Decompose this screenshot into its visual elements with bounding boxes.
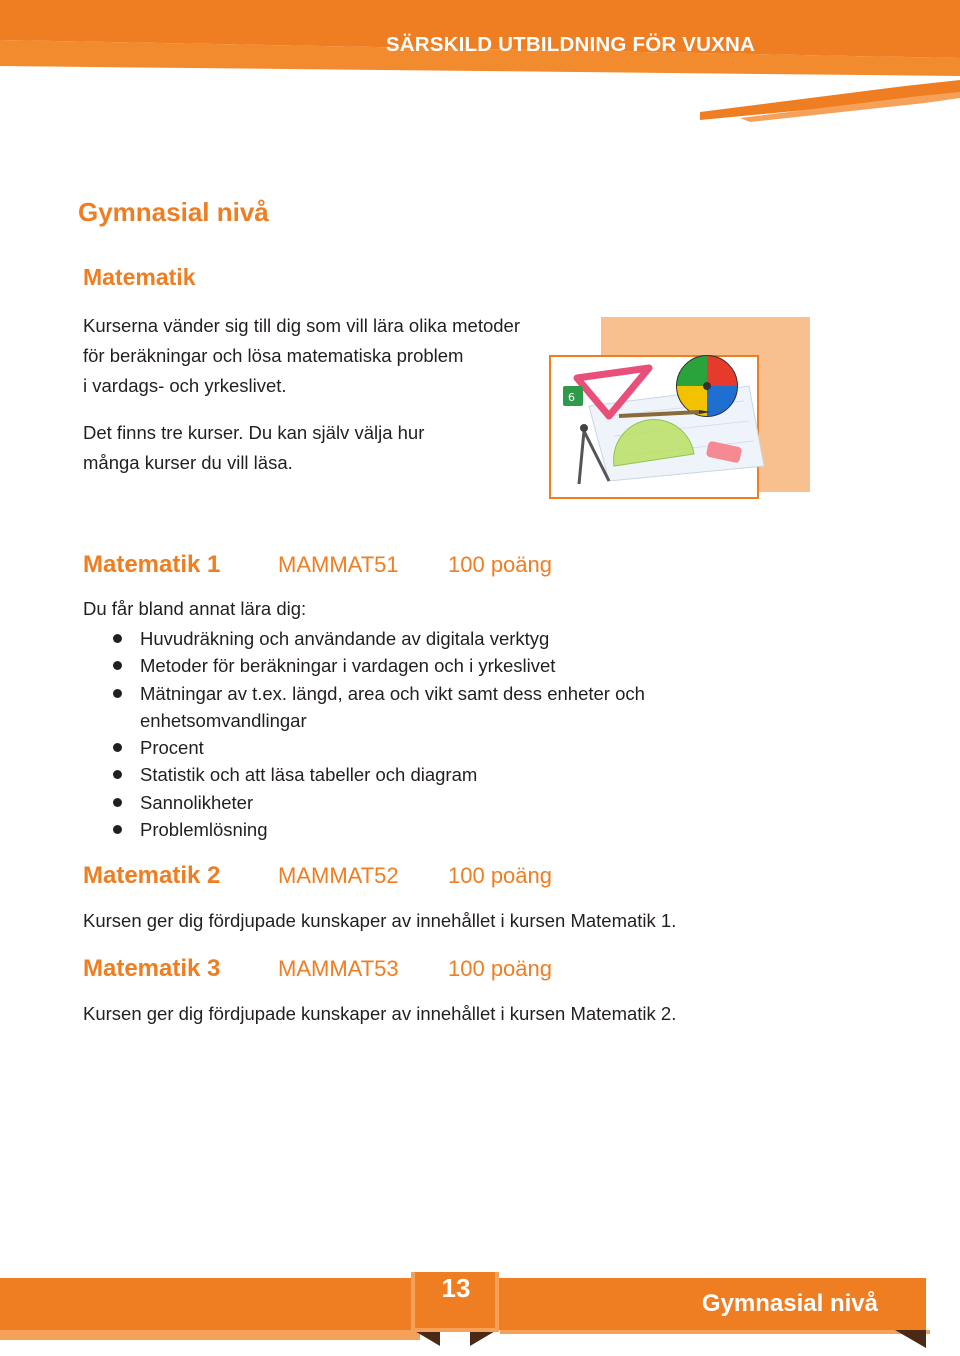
header-banner xyxy=(0,0,960,122)
list-item xyxy=(108,816,728,843)
subject-title: Matematik xyxy=(83,264,196,290)
intro-line: Kurserna vänder sig till dig som vill lära olika metoder xyxy=(83,315,520,336)
bullet-icon xyxy=(113,634,122,643)
bullet-icon xyxy=(113,798,122,807)
intro-line: för beräkningar och lösa matematiska problem xyxy=(83,345,464,366)
bullet-icon xyxy=(113,770,122,779)
list-item-text: Problemlösning xyxy=(140,819,268,841)
course-description: Kursen ger dig fördjupade kunskaper av innehållet i kursen Matematik 2. xyxy=(83,1003,677,1024)
list-item-text: Mätningar av t.ex. längd, area och vikt samt dess enheter och enhetsomvandlingar xyxy=(140,682,645,731)
list-item-text: Metoder för beräkningar i vardagen och i yrkeslivet xyxy=(140,655,556,677)
course-name: Matematik 3 xyxy=(83,955,221,982)
math-tools-illustration xyxy=(549,316,811,500)
list-item-text: Statistik och att läsa tabeller och diagram xyxy=(140,764,478,786)
list-item xyxy=(108,652,728,679)
list-item xyxy=(108,680,728,735)
svg-text:6: 6 xyxy=(568,391,575,404)
course-code: MAMMAT53 xyxy=(278,956,399,981)
course-points: 100 poäng xyxy=(448,863,552,888)
course-name: Matematik 2 xyxy=(83,862,221,889)
bullet-icon xyxy=(113,661,122,670)
intro-paragraph-2 xyxy=(83,418,424,478)
bullet-icon xyxy=(113,689,122,698)
page-number: 13 xyxy=(441,1273,471,1303)
section-title: Gymnasial nivå xyxy=(78,197,269,227)
course-points: 100 poäng xyxy=(448,956,552,981)
list-item xyxy=(108,789,728,816)
list-item-text: Sannolikheter xyxy=(140,791,254,813)
footer-label: Gymnasial nivå xyxy=(701,1290,878,1317)
bullet-icon xyxy=(113,825,122,834)
topic-list xyxy=(108,625,728,843)
list-item xyxy=(108,734,728,761)
course-points: 100 poäng xyxy=(448,552,552,577)
list-item-text: Huvudräkning och användande av digitala verktyg xyxy=(140,628,550,649)
learn-intro: Du får bland annat lära dig: xyxy=(83,598,307,619)
intro-line: många kurser du vill läsa. xyxy=(83,452,293,473)
course-code: MAMMAT52 xyxy=(278,863,399,888)
intro-line: i vardags- och yrkeslivet. xyxy=(83,375,287,396)
intro-paragraph-1 xyxy=(83,311,520,401)
list-item-text: Procent xyxy=(140,737,204,759)
intro-line: Det finns tre kurser. Du kan själv välja hur xyxy=(83,422,425,443)
course-code: MAMMAT51 xyxy=(278,552,399,577)
header-title: SÄRSKILD UTBILDNING FÖR VUXNA xyxy=(385,33,755,56)
course-name: Matematik 1 xyxy=(83,551,221,578)
list-item xyxy=(108,625,728,652)
course-description: Kursen ger dig fördjupade kunskaper av innehållet i kursen Matematik 1. xyxy=(83,910,677,931)
bullet-icon xyxy=(113,743,122,752)
list-item xyxy=(108,761,728,788)
